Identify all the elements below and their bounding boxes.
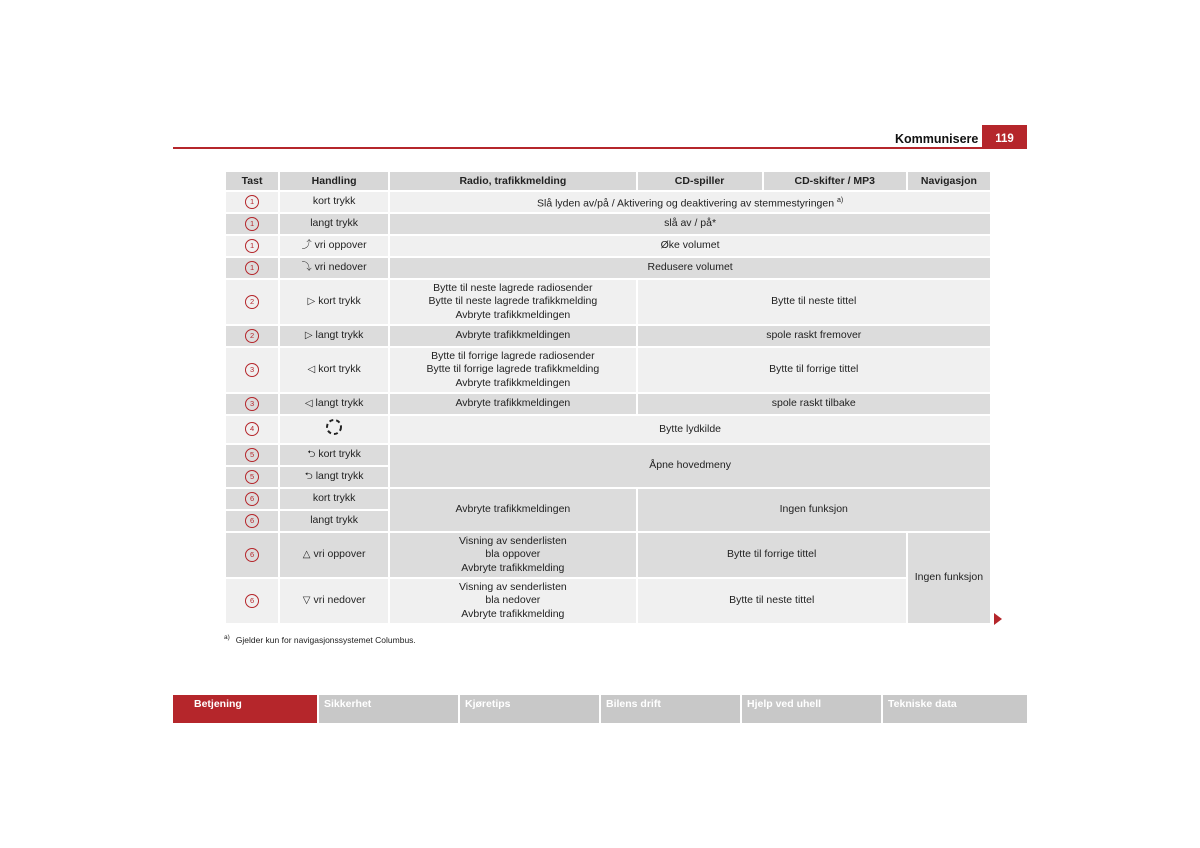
- triangle-down-icon: ▽: [302, 595, 311, 607]
- action-cell: ▽ vri nedover: [280, 579, 388, 623]
- table-header-row: [226, 172, 990, 190]
- return-icon: ⮌: [307, 449, 316, 461]
- media-cell: spole raskt tilbake: [638, 394, 990, 414]
- col-header-cd: CD-spiller: [638, 172, 762, 190]
- header-rule: [173, 147, 1027, 149]
- control-table: [224, 170, 992, 625]
- action-cell: ⤴ vri oppover: [280, 236, 388, 256]
- col-header-navigation: Navigasjon: [908, 172, 990, 190]
- nav-tab-tekniske-data[interactable]: Tekniske data: [883, 695, 1027, 723]
- action-cell: △ vri oppover: [280, 533, 388, 577]
- radio-cell: Avbryte trafikkmeldingen: [390, 394, 635, 414]
- key-number-icon: 6: [245, 548, 259, 562]
- table-row: [226, 445, 990, 465]
- key-number-icon: 4: [245, 422, 259, 436]
- key-number-icon: 5: [245, 448, 259, 462]
- key-number-icon: 6: [245, 514, 259, 528]
- key-number-icon: 2: [245, 329, 259, 343]
- radio-cell: Avbryte trafikkmeldingen: [390, 489, 635, 531]
- result-cell: Slå lyden av/på / Aktivering og deaktivering av stemmestyringen $^{a)}$: [390, 192, 990, 212]
- table-row: [226, 416, 990, 443]
- media-cell: Bytte til neste tittel: [638, 579, 906, 623]
- col-header-radio: Radio, trafikkmelding: [390, 172, 635, 190]
- result-cell: Øke volumet: [390, 236, 990, 256]
- media-cell: Bytte til neste tittel: [638, 280, 990, 324]
- media-cell: Ingen funksjon: [638, 489, 990, 531]
- return-icon: ⮌: [304, 471, 313, 483]
- key-number-icon: 6: [245, 492, 259, 506]
- result-cell: Redusere volumet: [390, 258, 990, 278]
- media-cell: Bytte til forrige tittel: [638, 533, 906, 577]
- action-cell: ▷ kort trykk: [280, 280, 388, 324]
- footnote-text: Gjelder kun for navigasjonssystemet Columbus.: [235, 634, 416, 645]
- nav-tab-hjelp-ved-uhell[interactable]: Hjelp ved uhell: [742, 695, 881, 723]
- play-right-icon: ▷: [307, 296, 316, 308]
- table-row: [226, 489, 990, 509]
- merged-result-cell: Åpne hovedmeny: [390, 445, 990, 487]
- action-cell: ⮌ langt trykk: [280, 467, 388, 487]
- media-cell: spole raskt fremover: [638, 326, 990, 346]
- table-row: [226, 348, 990, 392]
- source-cycle-icon: [324, 417, 344, 437]
- nav-tab-kjoretips[interactable]: Kjøretips: [460, 695, 599, 723]
- rotate-down-icon: ⤵: [301, 262, 312, 274]
- action-cell: ▷ langt trykk: [280, 326, 388, 346]
- col-header-key: Tast: [226, 172, 278, 190]
- radio-cell: Avbryte trafikkmeldingen: [390, 326, 635, 346]
- action-cell: langt trykk: [280, 214, 388, 234]
- key-number-icon: 1: [245, 217, 259, 231]
- table-row: [226, 579, 990, 623]
- table-row: [226, 394, 990, 414]
- section-title: Kommunisere: [895, 132, 979, 146]
- table-row: [226, 214, 990, 234]
- table-row: [226, 236, 990, 256]
- radio-cell: Visning av senderlisten bla nedover Avbryte trafikkmelding: [390, 579, 635, 623]
- play-left-icon: ◁: [307, 364, 316, 376]
- key-number-icon: 3: [245, 397, 259, 411]
- key-number-icon: 1: [245, 239, 259, 253]
- table-row: [226, 533, 990, 577]
- nav-tab-sikkerhet[interactable]: Sikkerhet: [319, 695, 458, 723]
- table-row: [226, 258, 990, 278]
- nav-tab-betjening[interactable]: Betjening: [173, 695, 317, 723]
- footnote-marker: a): [224, 634, 230, 641]
- action-cell: ⤵ vri nedover: [280, 258, 388, 278]
- col-header-action: Handling: [280, 172, 388, 190]
- nav-tab-bilens-drift[interactable]: Bilens drift: [601, 695, 740, 723]
- key-number-icon: 6: [245, 594, 259, 608]
- action-cell: ⮌ kort trykk: [280, 445, 388, 465]
- navigation-cell: Ingen funksjon: [908, 533, 990, 623]
- key-number-icon: 1: [245, 195, 259, 209]
- triangle-up-icon: △: [302, 549, 311, 561]
- action-cell: [280, 416, 388, 443]
- key-number-icon: 5: [245, 470, 259, 484]
- action-cell: kort trykk: [280, 489, 388, 509]
- key-number-icon: 2: [245, 295, 259, 309]
- result-cell: Bytte lydkilde: [390, 416, 990, 443]
- radio-cell: Bytte til forrige lagrede radiosender Bytte til forrige lagrede trafikkmelding Avbryte trafikkmeldingen: [390, 348, 635, 392]
- media-cell: Bytte til forrige tittel: [638, 348, 990, 392]
- footnote-ref: a): [836, 196, 844, 204]
- table-row: [226, 192, 990, 212]
- rotate-up-icon: ⤴: [301, 240, 312, 252]
- table-row: [226, 326, 990, 346]
- action-cell: ◁ kort trykk: [280, 348, 388, 392]
- result-cell: slå av / på*: [390, 214, 990, 234]
- play-right-icon: ▷: [304, 330, 313, 342]
- next-page-arrow-icon[interactable]: [994, 613, 1002, 625]
- key-number-icon: 3: [245, 363, 259, 377]
- table-row: [226, 280, 990, 324]
- key-number-icon: 1: [245, 261, 259, 275]
- col-header-cd-changer: CD-skifter / MP3: [764, 172, 906, 190]
- page-number: 119: [982, 125, 1027, 149]
- action-cell: ◁ langt trykk: [280, 394, 388, 414]
- radio-cell: Visning av senderlisten bla oppover Avbryte trafikkmelding: [390, 533, 635, 577]
- action-cell: kort trykk: [280, 192, 388, 212]
- radio-cell: Bytte til neste lagrede radiosender Bytte til neste lagrede trafikkmelding Avbryte trafikkmeldingen: [390, 280, 635, 324]
- play-left-icon: ◁: [304, 398, 313, 410]
- footnote: [224, 634, 416, 645]
- action-cell: langt trykk: [280, 511, 388, 531]
